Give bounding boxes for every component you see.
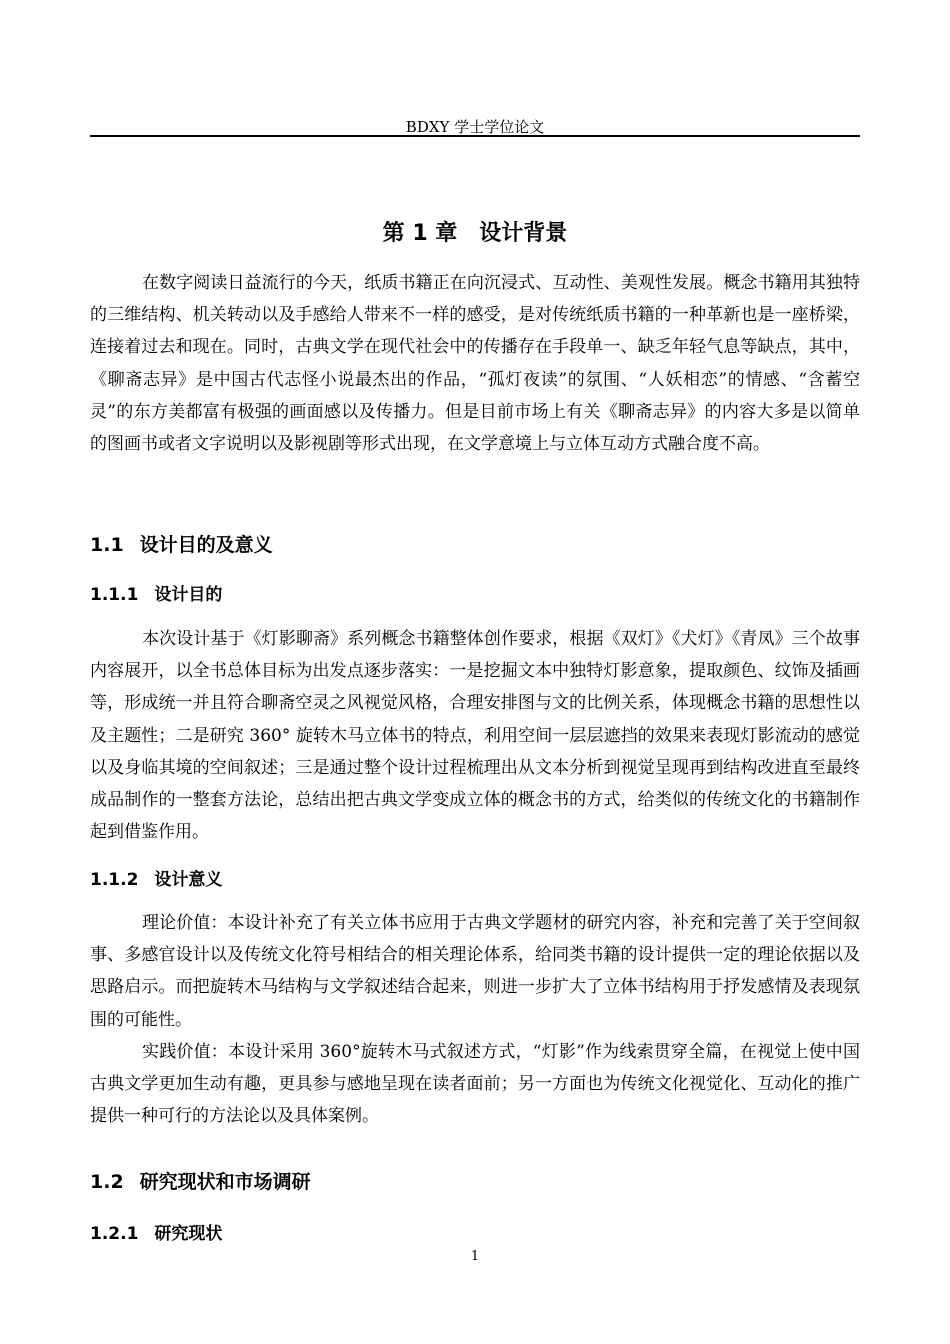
section-heading-1-1 [90,532,273,558]
section-number: 1.1 [90,534,124,556]
section-number: 1.2 [90,1171,124,1193]
subsection-title: 设计目的 [154,585,223,605]
subsection-title: 研究现状 [154,1224,223,1244]
section-heading-1-2 [90,1169,311,1195]
subsection-number: 1.1.2 [90,870,139,890]
subsection-heading-1-2-1 [90,1222,222,1246]
practice-value-paragraph: 实践价值：本设计采用 360°旋转木马式叙述方式，“灯影”作为线索贯穿全篇，在视觉上使中国古典文学更加生动有趣，更具参与感地呈现在读者面前；另一方面也为传统文化视觉化、互动化的推广提供一种可行的方法论以及具体案例。 [90,1042,860,1127]
intro-paragraph: 在数字阅读日益流行的今天，纸质书籍正在向沉浸式、互动性、美观性发展。概念书籍用其独特的三维结构、机关转动以及手感给人带来不一样的感受，是对传统纸质书籍的一种革新也是一座桥梁，连接着过去和现在。同时，古典文学在现代社会中的传播存在手段单一、缺乏年轻气息等缺点，其中，《聊斋志异》是中国古代志怪小说最杰出的作品，“孤灯夜读”的氛围、“人妖相恋”的情感、“含蓄空灵”的东方美都富有极强的画面感以及传播力。但是目前市场上有关《聊斋志异》的内容大多是以简单的图画书或者文字说明以及影视剧等形式出现，在文学意境上与立体互动方式融合度不高。 [90,273,860,455]
subsection-title: 设计意义 [154,870,223,890]
section-title: 研究现状和市场调研 [139,1171,311,1193]
theory-value-paragraph: 理论价值：本设计补充了有关立体书应用于古典文学题材的研究内容，补充和完善了关于空间叙事、多感官设计以及传统文化符号相结合的相关理论体系，给同类书籍的设计提供一定的理论依据以及思路启示。而把旋转木马结构与文学叙述结合起来，则进一步扩大了立体书结构用于抒发感情及表现氛围的可能性。 [90,913,860,1030]
section-title: 设计目的及意义 [139,534,273,556]
subsection-number: 1.1.1 [90,585,139,605]
subsection-heading-1-1-1 [90,583,222,607]
design-purpose-paragraph: 本次设计基于《灯影聊斋》系列概念书籍整体创作要求，根据《双灯》《犬灯》《青凤》三个故事内容展开，以全书总体目标为出发点逐步落实：一是挖掘文本中独特灯影意象，提取颜色、纹饰及插画等，形成统一并且符合聊斋空灵之风视觉风格，合理安排图与文的比例关系，体现概念书籍的思想性以及主题性；二是研究 360° 旋转木马立体书的特点，利用空间一层层遮挡的效果来表现灯影流动的感觉以及身临其境的空间叙述；三是通过整个设计过程梳理出从文本分析到视觉呈现再到结构改进直至最终成品制作的一整套方法论，总结出把古典文学变成立体的概念书的方式，给类似的传统文化的书籍制作起到借鉴作用。 [90,629,860,843]
subsection-number: 1.2.1 [90,1224,139,1244]
running-header: BDXY 学士学位论文 [405,118,545,136]
subsection-heading-1-1-2 [90,868,222,892]
header-rule [90,135,860,137]
chapter-title: 第 1 章 设计背景 [382,220,568,246]
page-number: 1 [470,1249,480,1264]
